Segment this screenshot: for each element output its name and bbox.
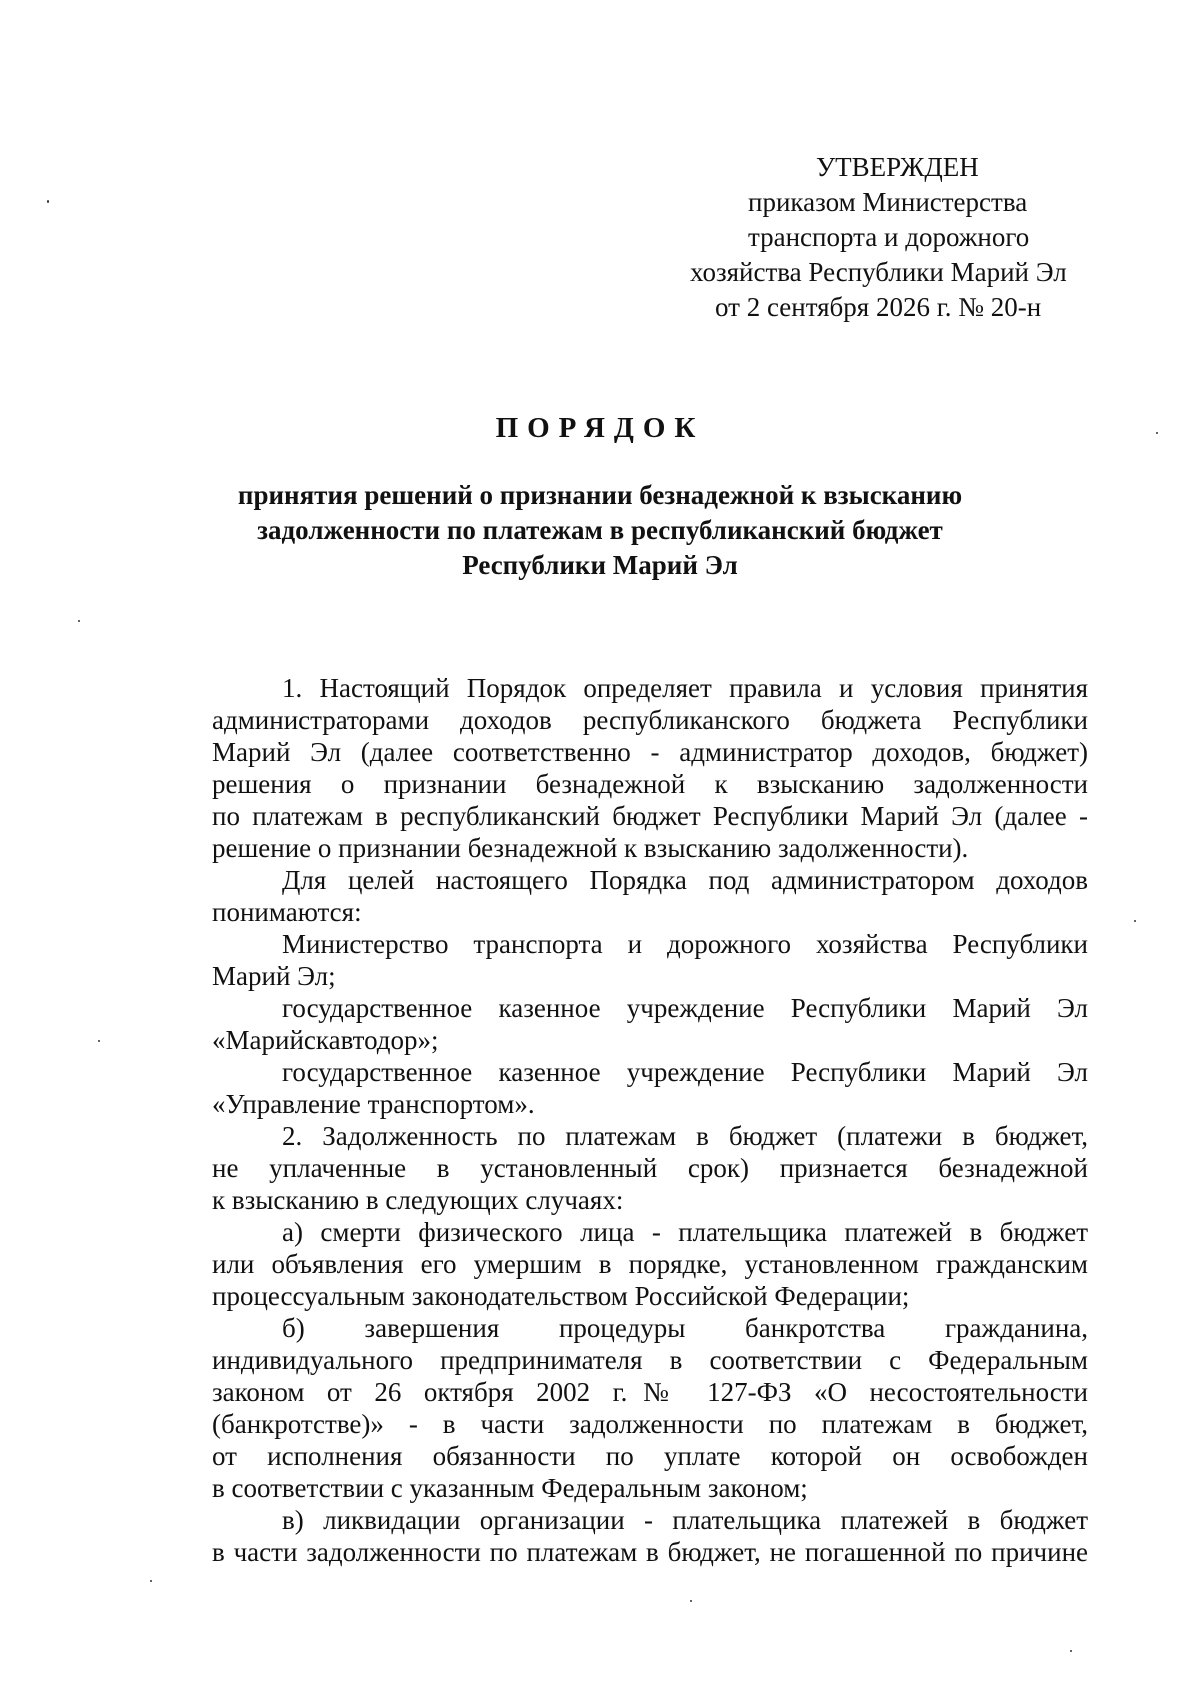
body-line: решение о признании безнадежной к взысканию задолженности). <box>212 833 969 863</box>
body-line: или объявления его умершим в порядке, установленном гражданским <box>212 1249 1088 1279</box>
document-title: ПОРЯДОК <box>495 412 705 444</box>
approval-heading: УТВЕРЖДЕН <box>816 152 979 182</box>
body-line: в части задолженности по платежам в бюджет, не погашенной по причине <box>212 1537 1088 1567</box>
approval-line: транспорта и дорожного <box>748 222 1030 252</box>
body-line: Марий Эл; <box>212 961 336 991</box>
subtitle-line: Республики Марий Эл <box>462 550 738 580</box>
body-line: по платежам в республиканский бюджет Республики Марий Эл (далее - <box>212 801 1088 831</box>
body-line: в) ликвидации организации - плательщика платежей в бюджет <box>282 1505 1088 1535</box>
body-line: государственное казенное учреждение Республики Марий Эл <box>282 993 1088 1023</box>
approval-date-number: от 2 сентября 2026 г. № 20-н <box>715 292 1042 322</box>
approval-line: приказом Министерства <box>748 187 1028 217</box>
body-line: индивидуального предпринимателя в соответствии с Федеральным <box>212 1345 1088 1375</box>
approval-line: хозяйства Республики Марий Эл <box>690 257 1067 287</box>
scan-speck <box>1134 920 1136 922</box>
body-line: а) смерти физического лица - плательщика платежей в бюджет <box>282 1217 1088 1247</box>
body-line: законом от 26 октября 2002 г.№ 127-ФЗ «О несостоятельности <box>212 1377 1088 1407</box>
body-line: Для целей настоящего Порядка под администратором доходов <box>282 865 1088 895</box>
scan-speck <box>690 1600 692 1602</box>
body-line: Министерство транспорта и дорожного хозяйства Республики <box>282 929 1088 959</box>
subtitle-line: задолженности по платежам в республиканский бюджет <box>257 515 943 545</box>
subtitle-line: принятия решений о признании безнадежной к взысканию <box>237 480 963 510</box>
body-line: «Марийскавтодор»; <box>212 1025 439 1055</box>
body-line: (банкротстве)» - в части задолженности по платежам в бюджет, <box>212 1409 1088 1439</box>
body-line: процессуальным законодательством Российской Федерации; <box>212 1281 910 1311</box>
approval-stamp-block <box>690 150 1090 325</box>
scan-speck <box>98 1040 100 1042</box>
body-line: 1. Настоящий Порядок определяет правила и условия принятия <box>282 673 1088 703</box>
body-line: б) завершения процедуры банкротства гражданина, <box>282 1313 1088 1343</box>
body-line: не уплаченные в установленный срок) признается безнадежной <box>212 1153 1088 1183</box>
body-line: Марий Эл (далее соответственно - администратор доходов, бюджет) <box>212 737 1088 767</box>
body-line: государственное казенное учреждение Республики Марий Эл <box>282 1057 1088 1087</box>
scan-speck <box>78 620 80 622</box>
body-line: 2. Задолженность по платежам в бюджет (платежи в бюджет, <box>282 1121 1088 1151</box>
body-line: в соответствии с указанным Федеральным законом; <box>212 1473 808 1503</box>
document-subtitle <box>200 478 1000 583</box>
body-line: решения о признании безнадежной к взысканию задолженности <box>212 769 1088 799</box>
scan-speck <box>1070 1650 1072 1652</box>
body-line: «Управление транспортом». <box>212 1089 535 1119</box>
body-line: к взысканию в следующих случаях: <box>212 1185 624 1215</box>
scan-speck <box>150 1580 152 1582</box>
scan-speck <box>47 200 49 203</box>
scan-speck <box>1156 432 1158 434</box>
body-line: от исполнения обязанности по уплате которой он освобожден <box>212 1441 1088 1471</box>
document-body <box>212 672 1088 1568</box>
body-line: администраторами доходов республиканского бюджета Республики <box>212 705 1088 735</box>
body-line: понимаются: <box>212 897 362 927</box>
